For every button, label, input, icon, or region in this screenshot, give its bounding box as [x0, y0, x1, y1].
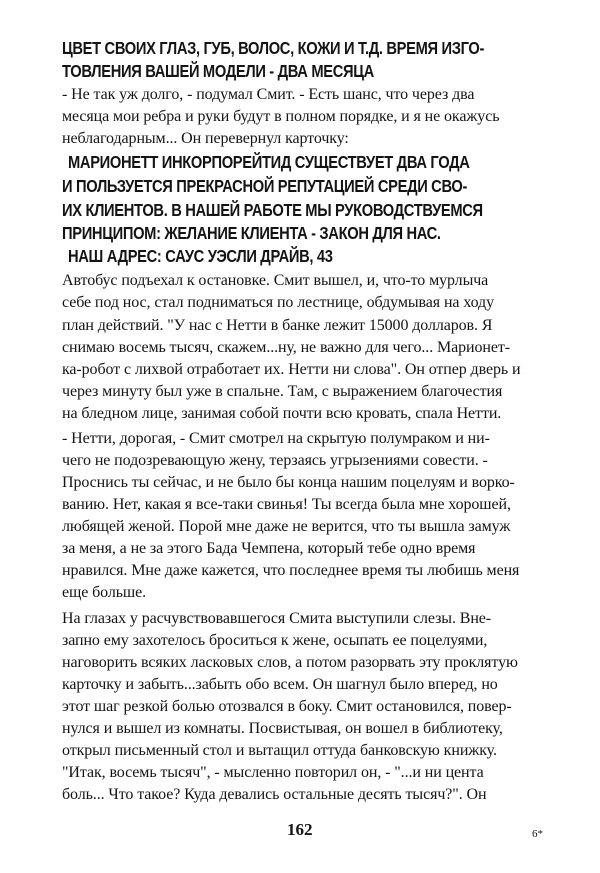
paragraph-line: месяца мои ребра и руки будут в полном порядке, и я не окажусь [62, 108, 500, 125]
paragraph-line: запно ему захотелось броситься к жене, осыпать ее поцелуями, [62, 632, 488, 649]
paragraph-line: ка-робот с лихвой отработает их. Нетти ни слова". Он отпер дверь и [62, 361, 521, 378]
paragraph-line: открыл письменный стол и вытащил оттуда банковскую книжку. [62, 742, 497, 759]
paragraph-line: "Итак, восемь тысяч", - мысленно повторил он, - "...и ни цента [62, 764, 484, 781]
paragraph-line: ванию. Нет, какая я все-таки свинья! Ты всегда была мне хорошей, [62, 496, 511, 513]
paragraph-line: на бледном лице, занимая собой почти всю кровать, спала Нетти. [62, 405, 502, 422]
paragraph-line: этот шаг резкой болью отозвался в боку. Смит остановился, повер- [62, 698, 512, 715]
card-address-line: НАШ АДРЕС: САУС УЭСЛИ ДРАЙВ, 43 [68, 246, 333, 266]
header-text-line: ЦВЕТ СВОИХ ГЛАЗ, ГУБ, ВОЛОС, КОЖИ И Т.Д. ВРЕМЯ ИЗГО- [62, 38, 485, 58]
paragraph-line: Проснись ты сейчас, и не было бы конца нашим поцелуям и ворко- [62, 474, 515, 491]
paragraph-line: - Не так уж долго, - подумал Смит. - Есть шанс, что через два [62, 86, 475, 103]
paragraph-line: наговорить всяких ласковых слов, а потом разорвать эту проклятую [62, 654, 518, 671]
paragraph-line: снимаю восемь тысяч, скажем...ну, не важно для чего... Марионет- [62, 339, 510, 356]
paragraph-line: - Нетти, дорогая, - Смит смотрел на скрытую полумраком и ни- [62, 430, 490, 447]
card-text-line: ПРИНЦИПОМ: ЖЕЛАНИЕ КЛИЕНТА - ЗАКОН ДЛЯ НАС. [62, 223, 441, 243]
paragraph-line: через минуту был уже в спальне. Там, с выражением благочестия [62, 383, 503, 400]
paragraph-line: план действий. "У нас с Нетти в банке лежит 15000 долларов. Я [62, 317, 493, 334]
card-text-line: МАРИОНЕТТ ИНКОРПОРЕЙТИД СУЩЕСТВУЕТ ДВА ГОДА [68, 152, 470, 172]
paragraph-line: любящей женой. Порой мне даже не верится, что ты вышла замуж [62, 518, 511, 535]
paragraph-line: Автобус подъехал к остановке. Смит вышел, и, что-то мурлыча [62, 272, 489, 289]
paragraph-line: себе под нос, стал подниматься по лестнице, обдумывая на ходу [62, 294, 494, 311]
paragraph-line: боль... Что такое? Куда девались остальные десять тысяч?". Он [62, 786, 487, 803]
paragraph-line: нравился. Мне даже кажется, что последнее время ты любишь меня [62, 562, 520, 579]
paragraph-line: за меня, а не за этого Бада Чемпена, который тебе одно время [62, 540, 476, 557]
card-text-line: ИХ КЛИЕНТОВ. В НАШЕЙ РАБОТЕ МЫ РУКОВОДСТВУЕМСЯ [62, 200, 483, 220]
paragraph-line: еще больше. [62, 584, 147, 601]
corner-mark: 6* [532, 828, 543, 840]
card-text-line: И ПОЛЬЗУЕТСЯ ПРЕКРАСНОЙ РЕПУТАЦИЕЙ СРЕДИ СВО- [62, 176, 468, 196]
header-text-line: ТОВЛЕНИЯ ВАШЕЙ МОДЕЛИ - ДВА МЕСЯЦА [62, 61, 374, 81]
paragraph-line: чего не подозревающую жену, терзаясь угрызениями совести. - [62, 452, 488, 469]
paragraph-line: неблагодарным... Он перевернул карточку: [62, 130, 349, 147]
paragraph-line: На глазах у расчувствовавшегося Смита выступили слезы. Вне- [62, 610, 492, 627]
paragraph-line: нулся и вышел из комнаты. Посвистывая, он вошел в библиотеку, [62, 720, 503, 737]
page-number: 162 [287, 820, 313, 839]
paragraph-line: карточку и забыть...забыть обо всем. Он шагнул было вперед, но [62, 676, 498, 693]
